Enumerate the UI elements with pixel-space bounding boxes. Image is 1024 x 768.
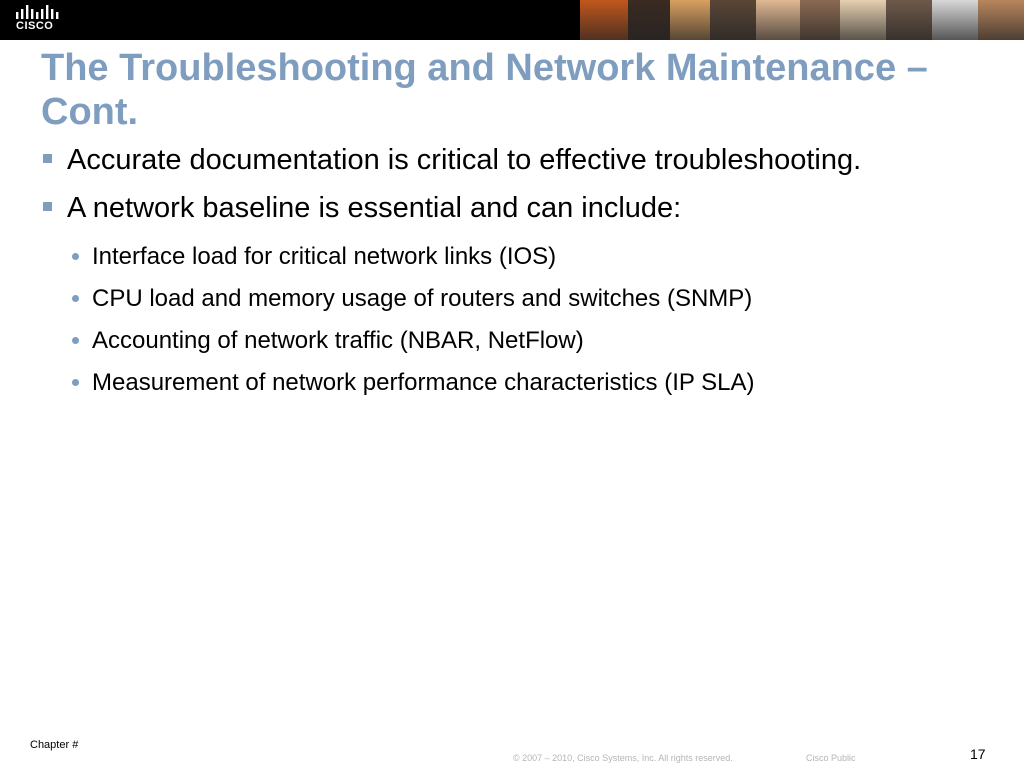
dot-bullet-icon [72,295,79,302]
dot-bullet-icon [72,379,79,386]
bullet-list [41,140,981,404]
top-banner [0,0,1024,40]
photo-tile [800,0,840,40]
sub-bullet-text: CPU load and memory usage of routers and switches (SNMP) [92,285,753,312]
sub-bullet-item [41,362,981,404]
slide-title: The Troubleshooting and Network Maintenance – Cont. [41,47,928,133]
photo-tile [840,0,886,40]
sub-bullet-item [41,236,981,278]
photo-tile [580,0,628,40]
photo-tile [978,0,1024,40]
bullet-item [41,188,981,228]
photo-tile [886,0,932,40]
sub-bullet-text: Interface load for critical network links (IOS) [92,243,557,270]
photo-tile [932,0,978,40]
classification-label: Cisco Public [806,753,856,763]
chapter-label: Chapter # [30,739,79,751]
dot-bullet-icon [72,253,79,260]
bullet-item [41,140,981,180]
bullet-text: A network baseline is essential and can include: [67,192,682,224]
copyright-text: © 2007 – 2010, Cisco Systems, Inc. All rights reserved. [513,753,733,763]
dot-bullet-icon [72,337,79,344]
cisco-logo-text: CISCO [16,20,54,32]
cisco-bars-icon [15,5,59,19]
sub-bullet-item [41,320,981,362]
cisco-logo [14,5,60,35]
square-bullet-icon [43,202,52,211]
sub-bullet-list [41,236,981,404]
sub-bullet-text: Measurement of network performance characteristics (IP SLA) [92,369,755,396]
sub-bullet-item [41,278,981,320]
sub-bullet-text: Accounting of network traffic (NBAR, NetFlow) [92,327,584,354]
photo-tile [670,0,710,40]
photo-tile [756,0,800,40]
photo-strip [580,0,1024,40]
square-bullet-icon [43,154,52,163]
photo-tile [628,0,670,40]
bullet-text: Accurate documentation is critical to effective troubleshooting. [67,144,862,176]
photo-tile [710,0,756,40]
page-number: 17 [970,746,986,762]
